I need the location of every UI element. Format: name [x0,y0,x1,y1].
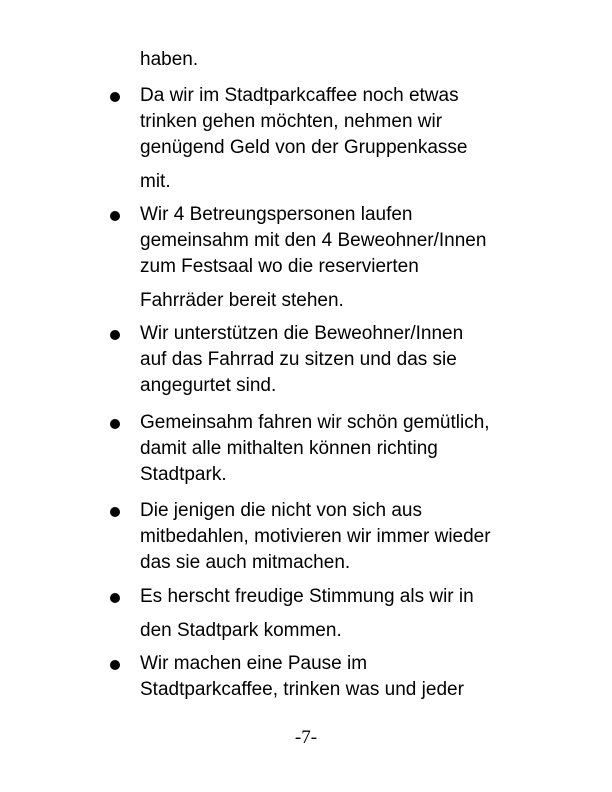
bullet-marker [110,211,120,221]
bullet-5-line-1: Die jenigen die nicht von sich aus [140,500,423,521]
bullet-6-line-1: Es herscht freudige Stimmung als wir in [140,586,474,607]
bullet-2-line-1: Wir 4 Betreungspersonen laufen [140,204,413,225]
bullet-1-line-2: trinken gehen möchten, nehmen wir [140,111,443,132]
bullet-4-line-3: Stadtpark. [140,464,227,485]
bullet-2-line-3: zum Festsaal wo die reservierten [140,256,419,277]
bullet-6-line-2: den Stadtpark kommen. [140,620,342,641]
continuation-text: haben. [140,49,199,70]
bullet-3-line-3: angegurtet sind. [140,375,277,396]
bullet-3-line-2: auf das Fahrrad zu sitzen und das sie [140,349,457,370]
bullet-7-line-1: Wir machen eine Pause im [140,653,368,674]
bullet-1-line-3: genügend Geld von der Gruppenkasse [140,137,468,158]
bullet-5-line-2: mitbedahlen, motivieren wir immer wieder [140,526,491,547]
bullet-1-line-1: Da wir im Stadtparkcaffee noch etwas [140,85,459,106]
bullet-4-line-2: damit alle mithalten können richting [140,438,438,459]
bullet-5-line-3: das sie auch mitmachen. [140,552,351,573]
bullet-2-line-2: gemeinsahm mit den 4 Beweohner/Innen [140,230,487,251]
bullet-marker [110,330,120,340]
bullet-2-line-4: Fahrräder bereit stehen. [140,290,344,311]
bullet-1-line-4: mit. [140,171,171,192]
bullet-marker [110,660,120,670]
bullet-7-line-2: Stadtparkcaffee, trinken was und jeder [140,679,464,700]
bullet-marker [110,419,120,429]
bullet-marker [110,92,120,102]
bullet-marker [110,507,120,517]
bullet-4-line-1: Gemeinsahm fahren wir schön gemütlich, [140,412,490,433]
bullet-marker [110,593,120,603]
bullet-3-line-1: Wir unterstützen die Beweohner/Innen [140,323,464,344]
page-number: -7- [294,727,318,748]
